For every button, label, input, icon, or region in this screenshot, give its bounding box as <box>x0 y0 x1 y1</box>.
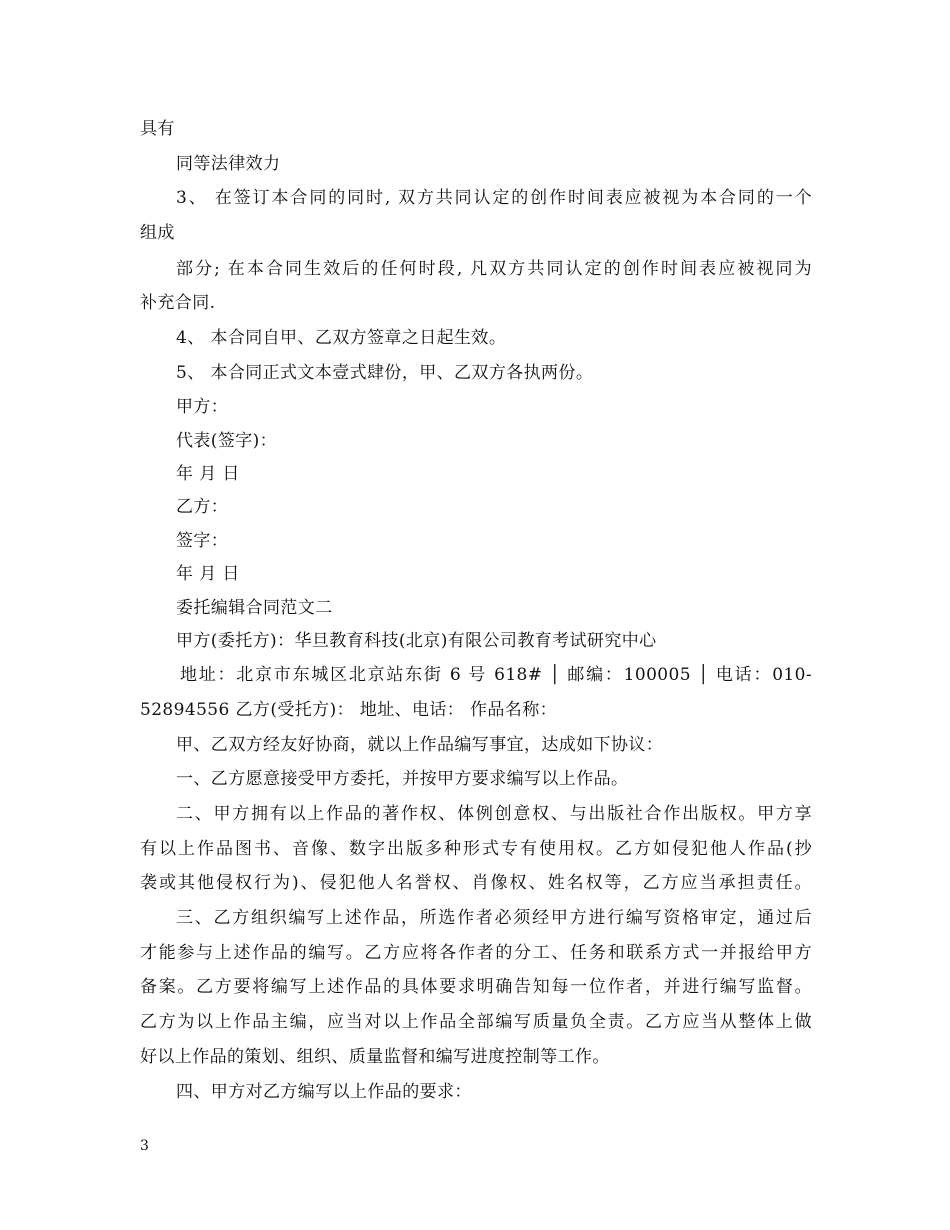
text-line: 代表(签字)： <box>176 431 278 451</box>
text-line: 袭或其他侵权行为)、侵犯他人名誉权、肖像权、姓名权等，乙方应当承担责任。 <box>140 873 812 893</box>
text-line: 4、 本合同自甲、乙双方签章之日起生效。 <box>176 328 507 348</box>
page-number: 3 <box>140 1138 149 1154</box>
text-line: 具有 <box>140 119 175 139</box>
text-line: 地址：北京市东城区北京站东街 6 号 618# │ 邮编：100005 │ 电话：010- <box>180 665 812 685</box>
text-line: 甲方(委托方)：华旦教育科技(北京)有限公司教育考试研究中心 <box>176 631 657 651</box>
text-line: 年 月 日 <box>176 564 240 584</box>
text-line: 四、甲方对乙方编写以上作品的要求： <box>176 1082 472 1102</box>
text-line: 签字： <box>176 531 229 551</box>
text-line: 有以上作品图书、音像、数字出版多种形式专有使用权。乙方如侵犯他人作品(抄 <box>140 839 812 859</box>
text-line: 5、 本合同正式文本壹式肆份，甲、乙双方各执两份。 <box>176 363 594 383</box>
text-line: 乙方： <box>176 497 229 517</box>
text-line: 补充合同. <box>140 293 216 313</box>
text-line: 年 月 日 <box>176 464 240 484</box>
text-line: 好以上作品的策划、组织、质量监督和编写进度控制等工作。 <box>140 1047 610 1067</box>
text-line: 甲、乙双方经友好协商，就以上作品编写事宜，达成如下协议： <box>176 735 664 755</box>
text-line: 才能参与上述作品的编写。乙方应将各作者的分工、任务和联系方式一并报给甲方 <box>140 943 812 963</box>
text-line: 三、乙方组织编写上述作品，所选作者必须经甲方进行编写资格审定，通过后 <box>176 908 812 928</box>
text-line: 甲方： <box>176 397 229 417</box>
text-line: 一、乙方愿意接受甲方委托，并按甲方要求编写以上作品。 <box>176 769 629 789</box>
text-line: 同等法律效力 <box>176 154 281 174</box>
text-line: 组成 <box>140 223 175 243</box>
text-line: 3、 在签订本合同的同时, 双方共同认定的创作时间表应被视为本合同的一个 <box>176 188 812 208</box>
section-heading: 委托编辑合同范文二 <box>176 598 333 618</box>
text-line: 52894556 乙方(受托方)： 地址、电话： 作品名称： <box>140 700 558 720</box>
text-line: 备案。乙方要将编写上述作品的具体要求明确告知每一位作者，并进行编写监督。 <box>140 977 812 997</box>
text-line: 乙方为以上作品主编，应当对以上作品全部编写质量负全责。乙方应当从整体上做 <box>140 1012 812 1032</box>
text-line: 二、甲方拥有以上作品的著作权、体例创意权、与出版社合作出版权。甲方享 <box>176 804 812 824</box>
text-line: 部分; 在本合同生效后的任何时段, 凡双方共同认定的创作时间表应被视同为 <box>176 259 812 279</box>
